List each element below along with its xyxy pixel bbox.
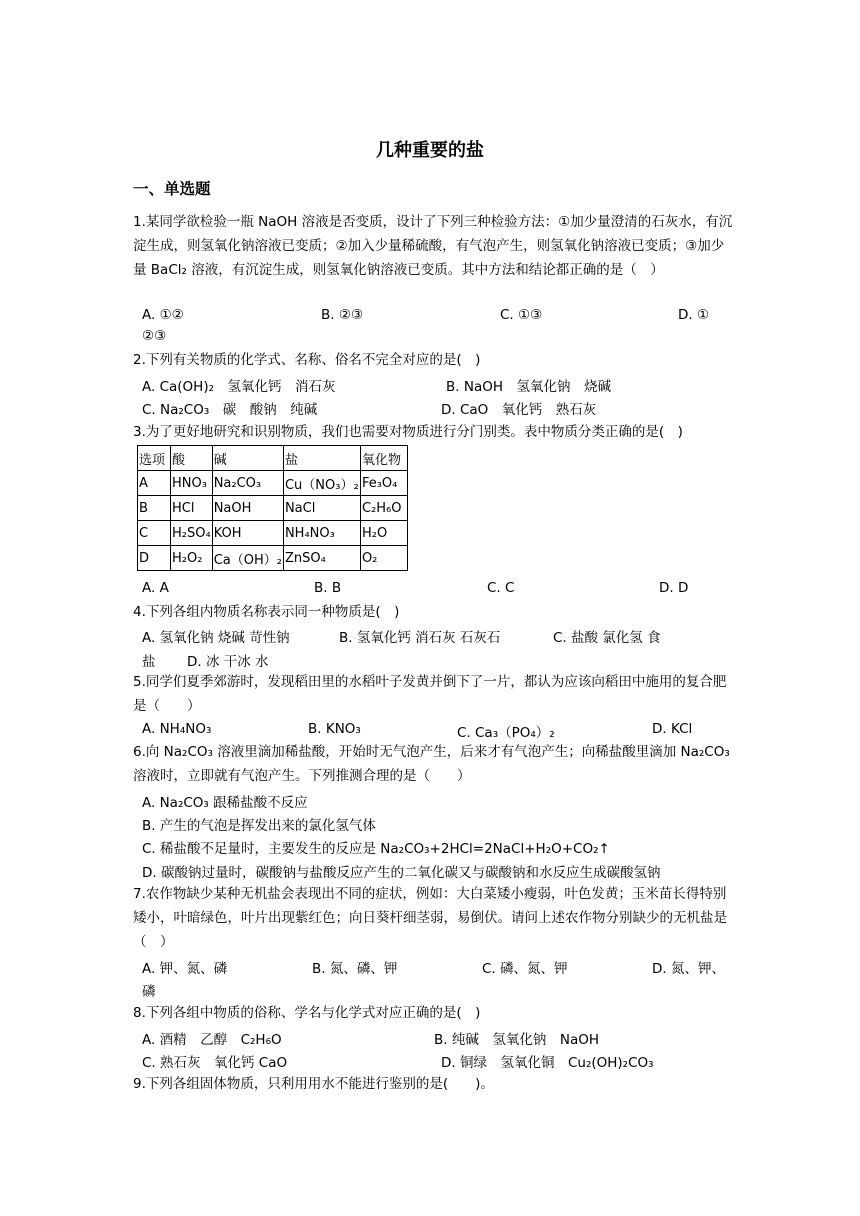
q6-option-c: C. 稀盐酸不足量时，主要发生的反应是 Na₂CO₃+2HCl=2NaCl+H₂O+CO₂↑	[142, 841, 610, 857]
table-header-cell: 氧化物	[360, 446, 407, 471]
q5-option-b: B. KNO₃	[308, 721, 361, 737]
table-cell: Na₂CO₃	[212, 471, 283, 496]
q7-option-c: C. 磷、氮、钾	[482, 961, 568, 977]
table-cell: H₂O	[360, 521, 407, 546]
q8-option-a: A. 酒精 乙醇 C₂H₆O	[142, 1032, 282, 1048]
table-cell: C₂H₆O	[360, 496, 407, 521]
table-cell: C	[138, 521, 171, 546]
question-9-stem: 9.下列各组固体物质，只利用用水不能进行鉴别的是( )。	[133, 1076, 494, 1092]
q2-option-d: D. CaO 氧化钙 熟石灰	[441, 402, 597, 418]
table-header-cell: 选项	[138, 446, 171, 471]
q3-option-a: A. A	[142, 580, 169, 596]
table-cell: NaCl	[283, 496, 360, 521]
q7-option-d-wrap: 磷	[142, 984, 156, 1000]
table-header-cell: 碱	[212, 446, 283, 471]
table-cell: HCl	[171, 496, 213, 521]
table-row	[138, 546, 408, 571]
q7-option-a: A. 钾、氮、磷	[142, 961, 228, 977]
table-cell: O₂	[360, 546, 407, 571]
table-cell: ZnSO₄	[283, 546, 360, 571]
q4-option-c-wrap: 盐	[142, 654, 156, 670]
question-7-stem: 7.农作物缺少某种无机盐会表现出不同的症状，例如：大白菜矮小瘦弱，叶色发黄；玉米苗长得特别矮小，叶暗绿色，叶片出现紫红色；向日葵杆细茎弱，易倒伏。请问上述农作物分别缺少的无机盐是（ ）	[133, 886, 727, 950]
q4-option-a: A. 氢氧化钠 烧碱 苛性钠	[142, 630, 290, 646]
question-2-stem: 2.下列有关物质的化学式、名称、俗名不完全对应的是( )	[133, 352, 481, 368]
table-header-row	[138, 446, 408, 471]
table-row	[138, 471, 408, 496]
q6-option-d: D. 碳酸钠过量时，碳酸钠与盐酸反应产生的二氧化碳又与碳酸钠和水反应生成碳酸氢钠	[142, 865, 661, 881]
table-cell: Fe₃O₄	[360, 471, 407, 496]
q6-option-b: B. 产生的气泡是挥发出来的氯化氢气体	[142, 818, 376, 834]
q2-option-b: B. NaOH 氢氧化钠 烧碱	[446, 379, 611, 395]
q2-option-a: A. Ca(OH)₂ 氢氧化钙 消石灰	[142, 379, 336, 395]
q3-option-d: D. D	[659, 580, 689, 596]
table-row	[138, 521, 408, 546]
q7-option-d: D. 氮、钾、	[652, 961, 725, 977]
q8-option-d: D. 铜绿 氢氧化铜 Cu₂(OH)₂CO₃	[441, 1055, 654, 1071]
q1-option-d-wrap: ②③	[142, 328, 167, 344]
table-cell: NH₄NO₃	[283, 521, 360, 546]
q5-option-a: A. NH₄NO₃	[142, 721, 212, 737]
table-row	[138, 496, 408, 521]
q1-option-a: A. ①②	[142, 307, 184, 323]
table-cell: A	[138, 471, 171, 496]
q3-option-c: C. C	[487, 580, 515, 596]
q2-option-c: C. Na₂CO₃ 碳 酸钠 纯碱	[142, 402, 318, 418]
page-title: 几种重要的盐	[376, 140, 484, 161]
table-cell: D	[138, 546, 171, 571]
table-header-cell: 酸	[171, 446, 213, 471]
q7-option-b: B. 氮、磷、钾	[312, 961, 398, 977]
question-6-stem: 6.向 Na₂CO₃ 溶液里滴加稀盐酸，开始时无气泡产生，后来才有气泡产生；向稀盐酸里滴加 Na₂CO₃ 溶液时，立即就有气泡产生。下列推测合理的是（ ）	[133, 744, 730, 784]
table-cell: NaOH	[212, 496, 283, 521]
q6-option-a: A. Na₂CO₃ 跟稀盐酸不反应	[142, 795, 308, 811]
q1-option-d: D. ①	[678, 307, 710, 323]
table-cell: Ca（OH）₂	[212, 546, 283, 571]
table-cell: H₂O₂	[171, 546, 213, 571]
q1-option-b: B. ②③	[321, 307, 364, 323]
classification-table	[137, 445, 408, 571]
question-3-stem: 3.为了更好地研究和识别物质，我们也需要对物质进行分门别类。表中物质分类正确的是( )	[133, 424, 683, 440]
q5-option-c: C. Ca₃（PO₄）₂	[457, 725, 555, 741]
section-heading: 一、单选题	[133, 180, 211, 198]
table-cell: B	[138, 496, 171, 521]
q8-option-b: B. 纯碱 氢氧化钠 NaOH	[434, 1032, 599, 1048]
question-5-stem: 5.同学们夏季郊游时，发现稻田里的水稻叶子发黄并倒下了一片，都认为应该向稻田中施用的复合肥是（ ）	[133, 674, 727, 714]
q1-option-c: C. ①③	[500, 307, 543, 323]
question-1-stem: 1.某同学欲检验一瓶 NaOH 溶液是否变质，设计了下列三种检验方法：①加少量澄清的石灰水，有沉淀生成，则氢氧化钠溶液已变质；②加入少量稀硫酸，有气泡产生，则氢氧化钠溶液已变质；③加少量 BaCl₂ 溶液，有沉淀生成，则氢氧化钠溶液已变质。其中方法和结论都正确的是（ ）	[133, 214, 733, 278]
question-4-stem: 4.下列各组内物质名称表示同一种物质是( )	[133, 604, 400, 620]
question-8-stem: 8.下列各组中物质的俗称、学名与化学式对应正确的是( )	[133, 1005, 481, 1021]
q4-option-c: C. 盐酸 氯化氢 食	[553, 630, 661, 646]
table-header-cell: 盐	[283, 446, 360, 471]
table-cell: H₂SO₄	[171, 521, 213, 546]
q4-option-b: B. 氢氧化钙 消石灰 石灰石	[339, 630, 501, 646]
table-cell: KOH	[212, 521, 283, 546]
q3-option-b: B. B	[314, 580, 342, 596]
q4-option-d: D. 冰 干冰 水	[187, 654, 269, 670]
table-cell: Cu（NO₃）₂	[283, 471, 360, 496]
q5-option-d: D. KCl	[652, 721, 693, 737]
q8-option-c: C. 熟石灰 氧化钙 CaO	[142, 1055, 288, 1071]
table-cell: HNO₃	[171, 471, 213, 496]
